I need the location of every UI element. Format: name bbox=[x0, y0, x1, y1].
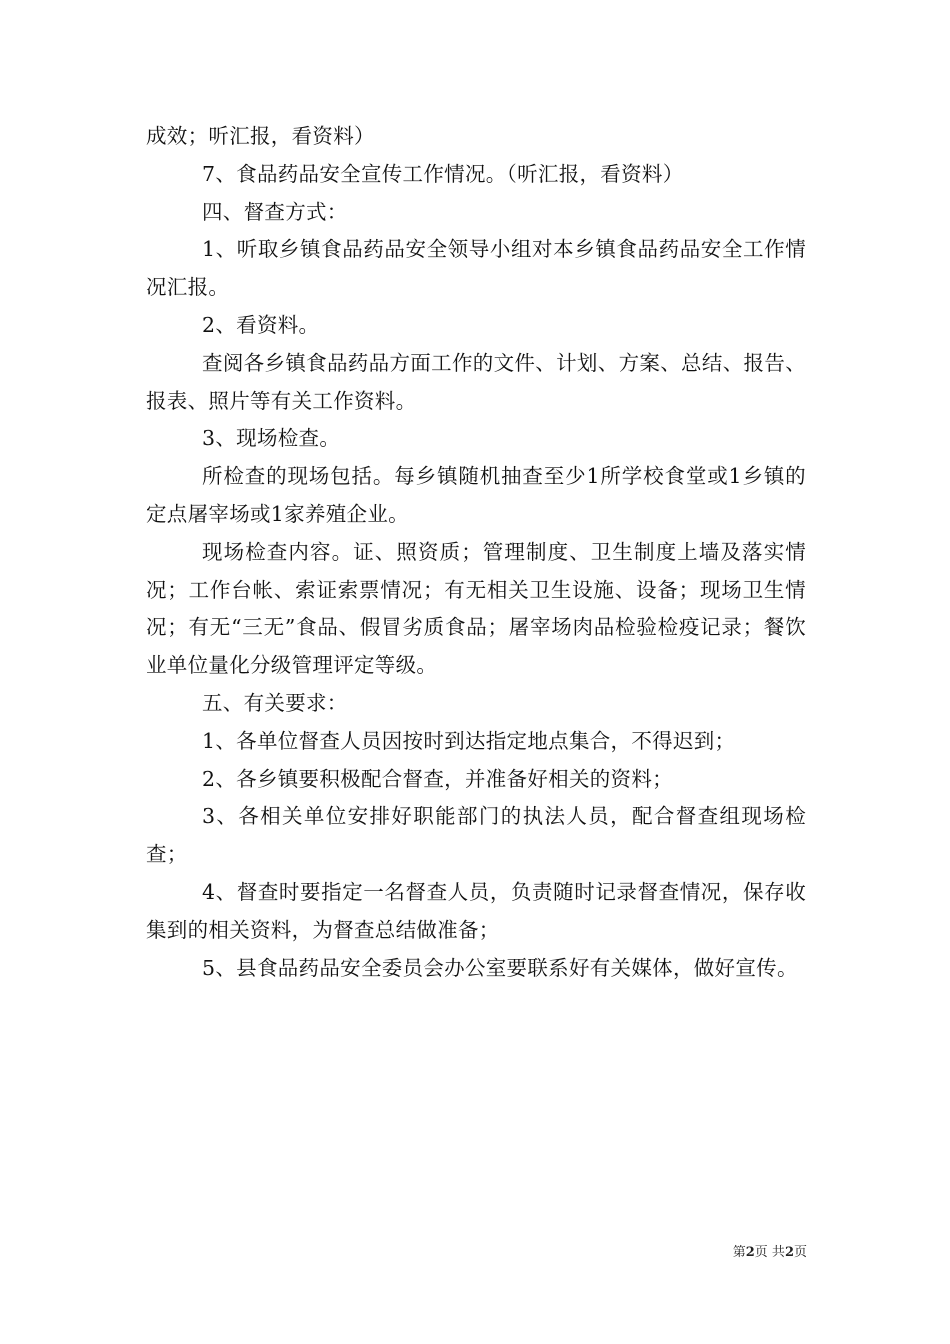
paragraph-requirement-3: 3、各相关单位安排好职能部门的执法人员，配合督查组现场检查； bbox=[146, 804, 806, 867]
footer-current-page: 2 bbox=[745, 1245, 755, 1260]
paragraph-method-2: 2、看资料。 bbox=[202, 312, 320, 337]
paragraph-method-3: 3、现场检查。 bbox=[202, 426, 341, 451]
paragraph-method-2-detail: 查阅各乡镇食品药品方面工作的文件、计划、方案、总结、报告、报表、照片等有关工作资料。 bbox=[146, 350, 806, 413]
footer-middle: 页 共 bbox=[754, 1245, 785, 1260]
paragraph-item-7: 7、食品药品安全宣传工作情况。（听汇报，看资料） bbox=[202, 161, 684, 186]
footer-prefix: 第 bbox=[732, 1245, 746, 1260]
paragraph-requirement-5: 5、县食品药品安全委员会办公室要联系好有关媒体，做好宣传。 bbox=[202, 955, 798, 980]
paragraph-requirement-1: 1、各单位督查人员因按时到达指定地点集合，不得迟到； bbox=[202, 728, 736, 753]
footer-total-pages: 2 bbox=[784, 1245, 794, 1260]
paragraph-requirement-2: 2、各乡镇要积极配合督查，并准备好相关的资料； bbox=[202, 766, 673, 791]
page-footer bbox=[733, 1245, 807, 1261]
section-heading-5: 五、有关要求： bbox=[202, 690, 348, 715]
paragraph-method-3-scope: 所检查的现场包括。每乡镇随机抽查至少1所学校食堂或1乡镇的定点屠宰场或1家养殖企业。 bbox=[146, 464, 806, 526]
paragraph-method-3-content: 现场检查内容。证、照资质；管理制度、卫生制度上墙及落实情况；工作台帐、索证索票情况；有无相关卫生设施、设备；现场卫生情况；有无“三无”食品、假冒劣质食品；屠宰场肉品检验检疫记录；餐饮业单位量化分级管理评定等级。 bbox=[146, 539, 806, 678]
paragraph-method-1: 1、听取乡镇食品药品安全领导小组对本乡镇食品药品安全工作情况汇报。 bbox=[146, 237, 806, 300]
footer-suffix: 页 bbox=[793, 1245, 807, 1260]
section-heading-4: 四、督查方式： bbox=[202, 199, 348, 224]
paragraph-continuation: 成效；听汇报，看资料） bbox=[146, 124, 375, 148]
body-text bbox=[146, 118, 806, 987]
paragraph-requirement-4: 4、督查时要指定一名督查人员，负责随时记录督查情况，保存收集到的相关资料，为督查总结做准备； bbox=[146, 879, 806, 942]
